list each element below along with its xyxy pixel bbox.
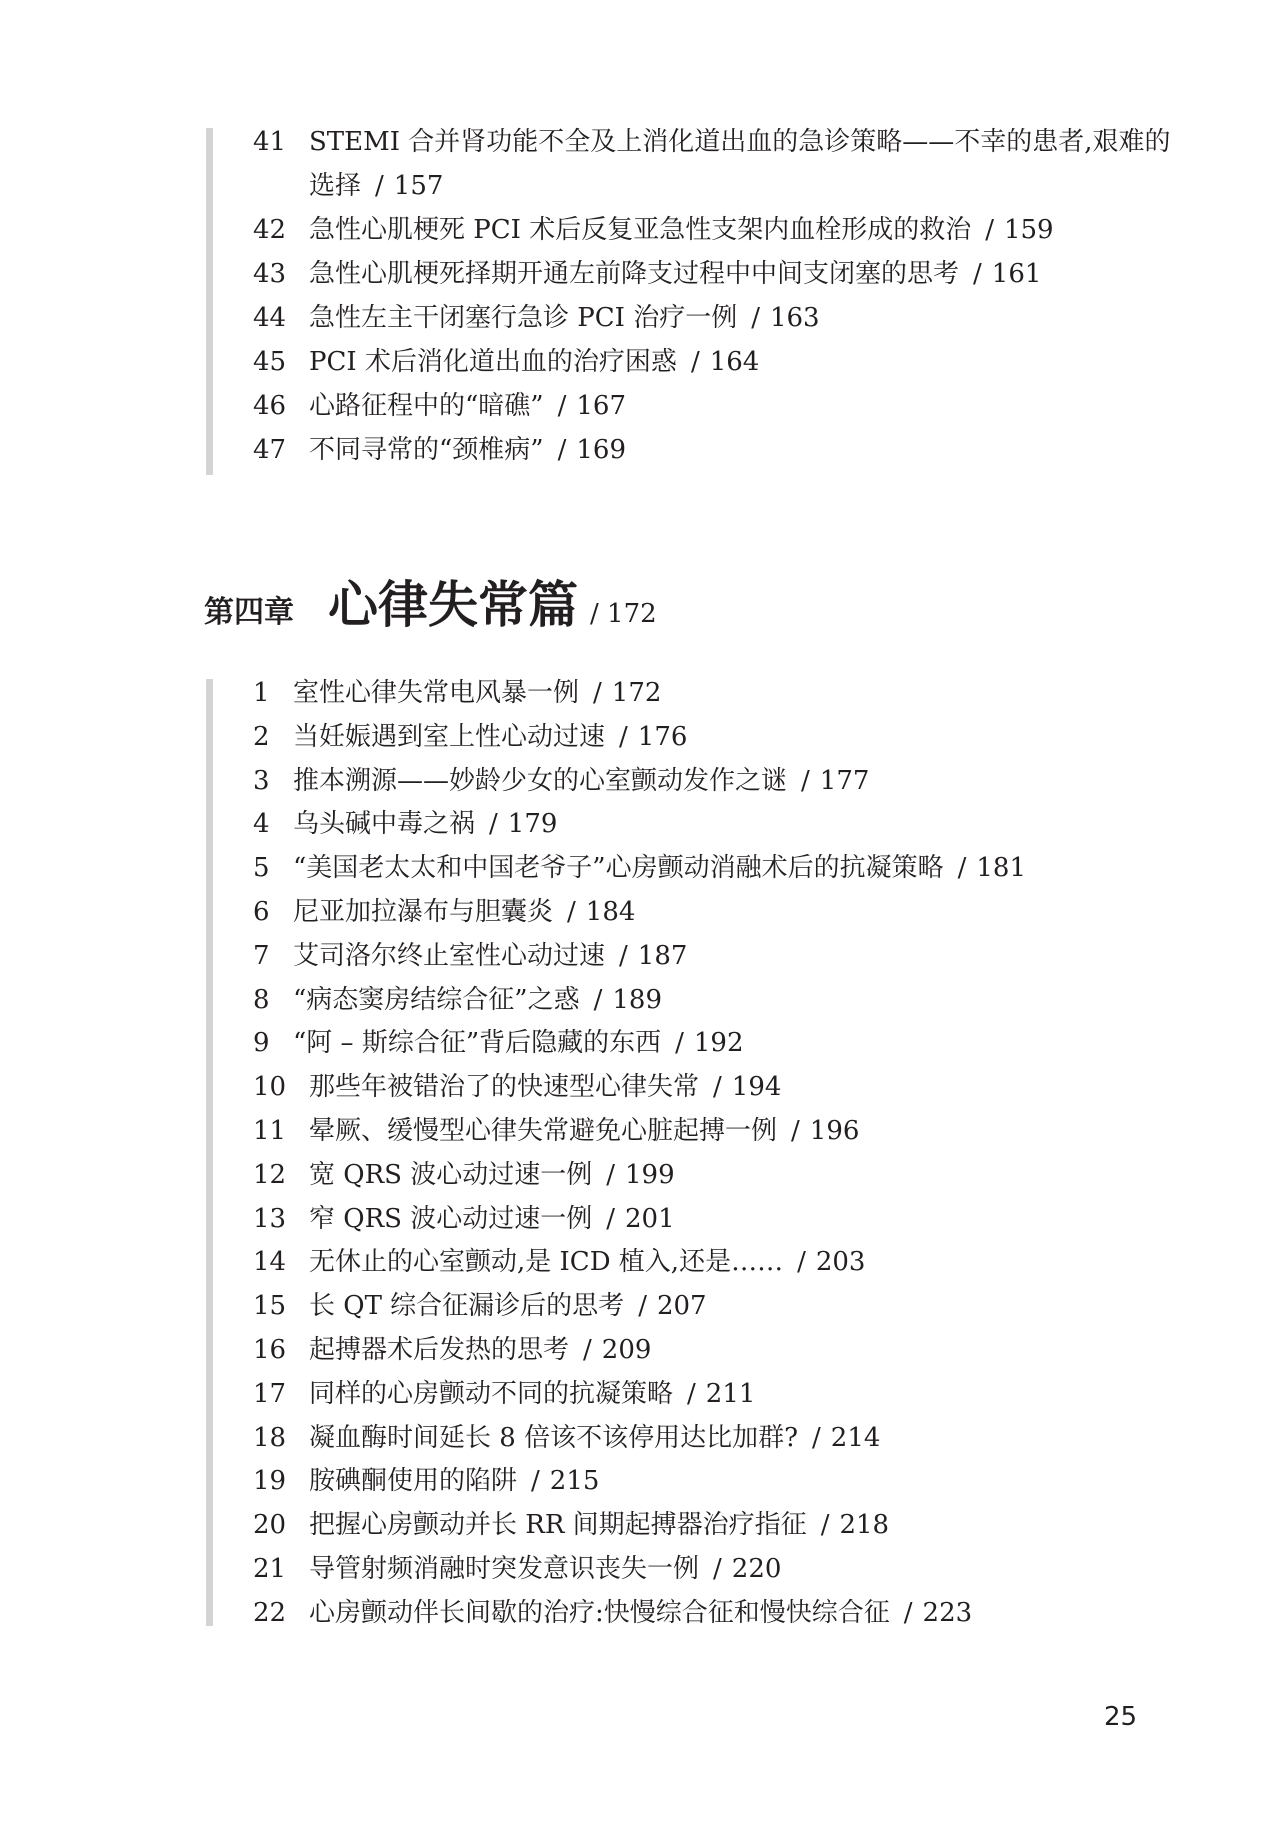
toc-entry-page: 192 — [693, 1028, 744, 1059]
toc-entry-title-group — [309, 296, 820, 340]
toc-entry-page: 181 — [976, 853, 1026, 884]
toc-entry-page: 199 — [625, 1159, 675, 1190]
toc-entry-separator: / — [567, 897, 576, 927]
toc-entry-title: 不同寻常的“颈椎病” — [309, 435, 544, 465]
toc-entry-separator: / — [713, 1072, 722, 1103]
toc-entry-page: 196 — [809, 1116, 860, 1146]
toc-entry-title-group — [309, 1328, 651, 1372]
toc-entry-number: 12 — [253, 1159, 287, 1190]
toc-entry-title: 室性心律失常电风暴一例 — [293, 678, 580, 708]
chapter-heading — [204, 565, 657, 645]
toc-entry-title: “病态窦房结综合征”之惑 — [293, 984, 580, 1015]
toc-entry-title: 推本溯源——妙龄少女的心室颤动发作之谜 — [293, 765, 788, 796]
toc-entry-title-group — [309, 208, 1054, 252]
toc-entry-title: 急性心肌梗死 PCI 术后反复亚急性支架内血栓形成的救治 — [309, 215, 972, 245]
chapter-title: 心律失常篇 — [328, 576, 578, 634]
toc-entry-page: 167 — [576, 391, 626, 421]
toc-entry-separator: / — [751, 303, 760, 333]
page-number: 25 — [1104, 1702, 1138, 1732]
toc-entry-title-group — [293, 715, 687, 759]
toc-entry-title-group — [309, 1153, 675, 1197]
toc-entry-separator: / — [557, 391, 567, 421]
toc-entry-page: 157 — [393, 171, 444, 201]
toc-entry-number: 15 — [253, 1291, 287, 1322]
toc-entry-title-group — [309, 1591, 972, 1635]
toc-entry-separator: / — [606, 1203, 615, 1234]
toc-entry-title: 宽 QRS 波心动过速一例 — [309, 1159, 593, 1190]
toc-entry-separator: / — [606, 1159, 615, 1190]
toc-entry-title-group — [309, 1240, 865, 1284]
toc-entry-title: 晕厥、缓慢型心律失常避免心脏起搏一例 — [309, 1116, 778, 1146]
toc-entry-title-group — [309, 1197, 675, 1241]
toc-entry-separator: / — [687, 1378, 696, 1409]
toc-entry-number: 43 — [253, 259, 287, 289]
toc-entry-separator: / — [973, 259, 982, 289]
toc-entry-title: 心房颤动伴长间歇的治疗:快慢综合征和慢快综合征 — [309, 1597, 890, 1628]
toc-entry-number: 11 — [253, 1116, 287, 1146]
toc-entry-page: 163 — [769, 303, 820, 333]
toc-entry-page: 177 — [819, 765, 870, 796]
toc-entry-separator: / — [593, 984, 603, 1015]
toc-entry-number: 10 — [253, 1072, 287, 1103]
toc-entry-title: 尼亚加拉瀑布与胆囊炎 — [293, 897, 554, 927]
toc-block-chapter-4 — [206, 678, 1026, 1628]
toc-entry-title: 同样的心房颤动不同的抗凝策略 — [309, 1378, 674, 1409]
toc-entry-page: 159 — [1003, 215, 1054, 245]
toc-entry-title: 乌头碱中毒之祸 — [293, 809, 476, 840]
toc-entry-page: 169 — [576, 435, 626, 465]
toc-entry-title-group — [309, 1109, 859, 1153]
toc-entry-title: 无休止的心室颤动,是 ICD 植入,还是…… — [309, 1247, 784, 1278]
toc-entry-title: “美国老太太和中国老爷子”心房颤动消融术后的抗凝策略 — [293, 853, 944, 884]
toc-entry-separator: / — [619, 721, 628, 752]
toc-entry-title: 胺碘酮使用的陷阱 — [309, 1466, 518, 1497]
toc-entry-separator: / — [675, 1028, 684, 1059]
toc-entry-title: “阿 – 斯综合征”背后隐藏的东西 — [293, 1028, 662, 1059]
toc-entry-separator: / — [791, 1116, 800, 1146]
toc-entry-title: PCI 术后消化道出血的治疗困惑 — [309, 347, 677, 377]
toc-entry-number: 20 — [253, 1510, 287, 1541]
toc-entry-title-group — [293, 802, 557, 846]
toc-entry-title-group — [293, 846, 1026, 890]
toc-entry-title: 凝血酶时间延长 8 倍该不该停用达比加群? — [309, 1422, 799, 1453]
toc-entry-number: 1 — [253, 678, 270, 708]
toc-entry-page: 203 — [815, 1247, 866, 1278]
toc-entry-separator: / — [619, 940, 628, 971]
toc-entry-page: 187 — [637, 940, 688, 971]
toc-block-previous-chapter — [206, 127, 1171, 475]
toc-entry-separator: / — [557, 435, 567, 465]
toc-entry-number: 14 — [253, 1247, 287, 1278]
toc-entry-title-group — [293, 671, 661, 715]
toc-entry-page: 176 — [637, 721, 688, 752]
toc-entry-page: 214 — [830, 1422, 881, 1453]
toc-entry-number: 45 — [253, 347, 287, 377]
toc-entry-title-group — [309, 1459, 599, 1503]
toc-entry-page: 223 — [922, 1597, 973, 1628]
toc-entry-separator: / — [957, 853, 967, 884]
chapter-page-ref: / 172 — [590, 599, 657, 629]
toc-entry-title-group — [309, 340, 759, 384]
toc-entry-number: 8 — [253, 984, 270, 1015]
toc-entry-title-group — [309, 1503, 889, 1547]
toc-entry-number: 4 — [253, 809, 270, 840]
toc-entry-separator: / — [801, 765, 810, 796]
toc-entry-number: 46 — [253, 391, 287, 421]
toc-entry-title-group — [293, 978, 662, 1022]
toc-entry-title-group — [309, 1065, 781, 1109]
toc-entry-number: 5 — [253, 853, 270, 884]
toc-entry-number: 17 — [253, 1378, 287, 1409]
toc-entry-separator: / — [531, 1466, 540, 1497]
toc-entry-title-group — [309, 1547, 781, 1591]
toc-entry-title-group — [309, 428, 626, 472]
toc-entry-separator: / — [820, 1510, 830, 1541]
toc-entry-number: 16 — [253, 1335, 287, 1365]
toc-entry-page: 215 — [549, 1466, 600, 1497]
toc-entry-page: 172 — [611, 678, 662, 708]
toc-entry-title-group — [293, 1021, 744, 1065]
toc-entry-title: 急性左主干闭塞行急诊 PCI 治疗一例 — [309, 303, 738, 333]
toc-entry-title: 起搏器术后发热的思考 — [309, 1335, 570, 1365]
toc-entry-title: 把握心房颤动并长 RR 间期起搏器治疗指征 — [309, 1510, 807, 1541]
chapter-label: 第四章 — [204, 595, 294, 630]
toc-entry-number: 47 — [253, 435, 287, 465]
toc-entry-title: 长 QT 综合征漏诊后的思考 — [309, 1291, 625, 1322]
toc-entry-number: 22 — [253, 1597, 287, 1628]
toc-entry-page: 207 — [656, 1291, 707, 1322]
toc-entry-page: 209 — [601, 1335, 652, 1365]
toc-entry-title: 心路征程中的“暗礁” — [309, 391, 544, 421]
toc-entry-number: 21 — [253, 1554, 287, 1584]
toc-entry-title-group — [293, 934, 687, 978]
toc-entry-separator: / — [690, 347, 700, 377]
toc-entry-page: 164 — [709, 347, 760, 377]
toc-entry-separator: / — [903, 1597, 913, 1628]
toc-entry-title-group — [309, 1416, 880, 1460]
toc-entry-separator: / — [797, 1247, 806, 1278]
toc-entry-separator: / — [638, 1291, 647, 1322]
toc-entry-number: 13 — [253, 1203, 287, 1234]
toc-entry-number: 44 — [253, 303, 287, 333]
toc-entry-title-group — [309, 1372, 755, 1416]
toc-entry-page: 189 — [612, 984, 662, 1015]
toc-entry-number: 9 — [253, 1028, 270, 1059]
toc-entry-separator: / — [713, 1554, 722, 1584]
toc-entry-title-group — [309, 252, 1041, 296]
toc-entry-number: 18 — [253, 1422, 287, 1453]
toc-entry-separator: / — [985, 215, 994, 245]
toc-entry-title-group — [309, 120, 1189, 208]
toc-entry-title: 那些年被错治了的快速型心律失常 — [309, 1072, 700, 1103]
toc-entry-page: 201 — [625, 1203, 675, 1234]
toc-entry-title: 当妊娠遇到室上性心动过速 — [293, 721, 606, 752]
toc-entry-page: 194 — [731, 1072, 782, 1103]
toc-entry-number: 19 — [253, 1466, 287, 1497]
toc-entry-page: 184 — [585, 897, 636, 927]
toc-entry-number: 6 — [253, 897, 270, 927]
toc-entry-title: 导管射频消融时突发意识丧失一例 — [309, 1554, 700, 1584]
toc-entry-separator: / — [812, 1422, 821, 1453]
toc-entry-page: 220 — [731, 1554, 782, 1584]
toc-entry-page: 211 — [705, 1378, 756, 1409]
toc-entry-separator: / — [593, 678, 602, 708]
toc-entry-page: 218 — [839, 1510, 890, 1541]
toc-entry-number: 42 — [253, 215, 287, 245]
toc-entry-number: 7 — [253, 940, 270, 971]
toc-entry-title: 窄 QRS 波心动过速一例 — [309, 1203, 593, 1234]
toc-entry-title-group — [293, 890, 635, 934]
toc-entry-separator: / — [583, 1335, 592, 1365]
toc-entry-title: 急性心肌梗死择期开通左前降支过程中中间支闭塞的思考 — [309, 259, 960, 289]
toc-entry-number: 3 — [253, 765, 270, 796]
toc-entry-separator: / — [489, 809, 498, 840]
toc-entry-title: STEMI 合并肾功能不全及上消化道出血的急诊策略——不幸的患者,艰难的选择 — [309, 127, 1171, 201]
toc-entry-number: 2 — [253, 721, 270, 752]
toc-entry-separator: / — [375, 171, 384, 201]
toc-entry-title-group — [293, 759, 869, 803]
toc-entry-title-group — [309, 384, 626, 428]
toc-entry-page: 179 — [507, 809, 558, 840]
toc-entry-title: 艾司洛尔终止室性心动过速 — [293, 940, 606, 971]
toc-entry-title-group — [309, 1284, 707, 1328]
toc-entry-number: 41 — [253, 127, 287, 157]
toc-entry-page: 161 — [991, 259, 1042, 289]
